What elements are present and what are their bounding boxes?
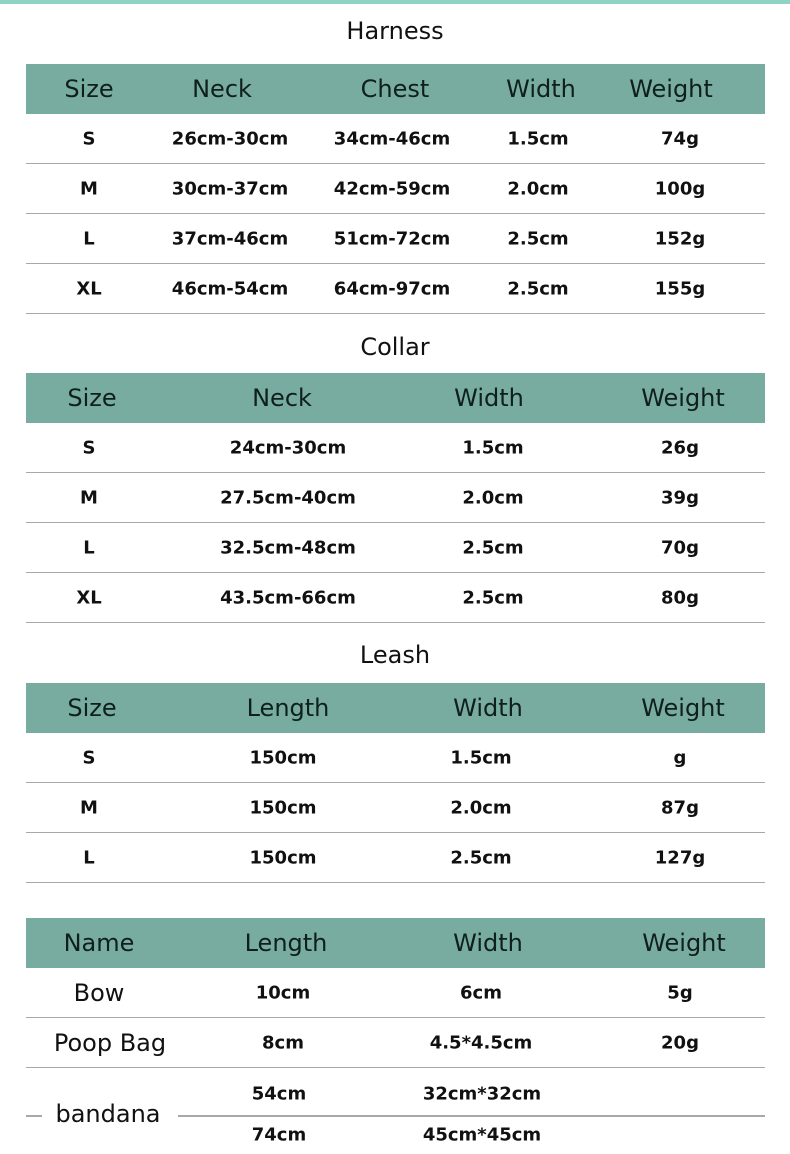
cell-width: 2.5cm [507,228,569,249]
header-weight: Weight [641,694,725,722]
table-row [26,264,765,314]
cell-width: 2.0cm [507,178,569,199]
header-width: Width [506,75,576,103]
cell-length: 10cm [255,982,311,1003]
cell-neck: 30cm-37cm [171,178,289,199]
bandana-divider-left [26,1115,42,1117]
cell-weight: 74g [661,128,699,149]
cell-size: M [80,178,98,199]
cell-width: 1.5cm [462,437,524,458]
bandana-row [26,1068,765,1154]
cell-weight: 155g [654,278,706,299]
cell-width: 2.0cm [450,797,512,818]
cell-name: Poop Bag [53,1028,167,1057]
header-neck: Neck [252,384,312,412]
cell-width: 6cm [460,982,502,1003]
leash-title: Leash [359,641,431,669]
table-row [26,214,765,264]
cell-weight: 20g [661,1032,699,1053]
cell-neck: 37cm-46cm [171,228,289,249]
cell-size: S [82,747,96,768]
cell-weight: 5g [667,982,693,1003]
table-row [26,164,765,214]
cell-neck: 32.5cm-48cm [220,537,356,558]
header-size: Size [67,384,117,412]
header-size: Size [67,694,117,722]
cell-width: 32cm*32cm [422,1083,542,1105]
cell-weight: 100g [654,178,706,199]
cell-length: 54cm [251,1083,307,1105]
table-row [26,833,765,883]
header-length: Length [246,694,330,722]
cell-weight: 39g [661,487,699,508]
table-row [26,968,765,1018]
top-accent-bar [0,0,790,4]
cell-width: 45cm*45cm [422,1124,542,1146]
cell-length: 150cm [249,747,317,768]
cell-neck: 26cm-30cm [171,128,289,149]
cell-size: L [83,228,95,249]
cell-length: 74cm [251,1124,307,1146]
cell-length: 150cm [249,797,317,818]
header-size: Size [64,75,114,103]
cell-chest: 34cm-46cm [333,128,451,149]
header-weight: Weight [641,384,725,412]
cell-neck: 24cm-30cm [229,437,347,458]
cell-width: 2.5cm [462,537,524,558]
cell-neck: 27.5cm-40cm [220,487,356,508]
cell-name: Bow [73,978,125,1007]
cell-length: 150cm [249,847,317,868]
cell-size: L [83,847,95,868]
cell-neck: 43.5cm-66cm [220,587,356,608]
bandana-divider [178,1115,765,1117]
cell-size: L [83,537,95,558]
collar-title: Collar [360,333,430,361]
cell-weight: g [673,747,687,768]
cell-weight: 70g [661,537,699,558]
header-chest: Chest [360,75,430,103]
table-row [26,114,765,164]
table-row [26,473,765,523]
table-row [26,1018,765,1068]
header-name: Name [63,929,135,957]
harness-header-row [26,64,765,114]
cell-chest: 42cm-59cm [333,178,451,199]
table-row [26,423,765,473]
cell-weight: 87g [661,797,699,818]
cell-chest: 51cm-72cm [333,228,451,249]
cell-weight: 152g [654,228,706,249]
cell-neck: 46cm-54cm [171,278,289,299]
table-row [26,783,765,833]
cell-size: S [82,128,96,149]
cell-width: 2.5cm [507,278,569,299]
cell-weight: 26g [661,437,699,458]
cell-width: 2.5cm [450,847,512,868]
cell-size: XL [76,587,102,608]
cell-weight: 80g [661,587,699,608]
cell-width: 4.5*4.5cm [429,1032,533,1053]
header-length: Length [244,929,328,957]
header-width: Width [453,929,523,957]
cell-name-bandana: bandana [55,1100,161,1128]
leash-header-row [26,683,765,733]
cell-width: 2.5cm [462,587,524,608]
cell-size: XL [76,278,102,299]
accessories-header-row [26,918,765,968]
cell-weight: 127g [654,847,706,868]
table-row [26,523,765,573]
header-width: Width [454,384,524,412]
header-weight: Weight [629,75,713,103]
cell-length: 8cm [262,1032,304,1053]
table-row [26,733,765,783]
cell-chest: 64cm-97cm [333,278,451,299]
collar-header-row [26,373,765,423]
harness-title: Harness [346,17,444,45]
header-neck: Neck [192,75,252,103]
cell-width: 1.5cm [507,128,569,149]
cell-width: 2.0cm [462,487,524,508]
cell-width: 1.5cm [450,747,512,768]
header-weight: Weight [642,929,726,957]
header-width: Width [453,694,523,722]
table-row [26,573,765,623]
cell-size: S [82,437,96,458]
cell-size: M [80,487,98,508]
cell-size: M [80,797,98,818]
